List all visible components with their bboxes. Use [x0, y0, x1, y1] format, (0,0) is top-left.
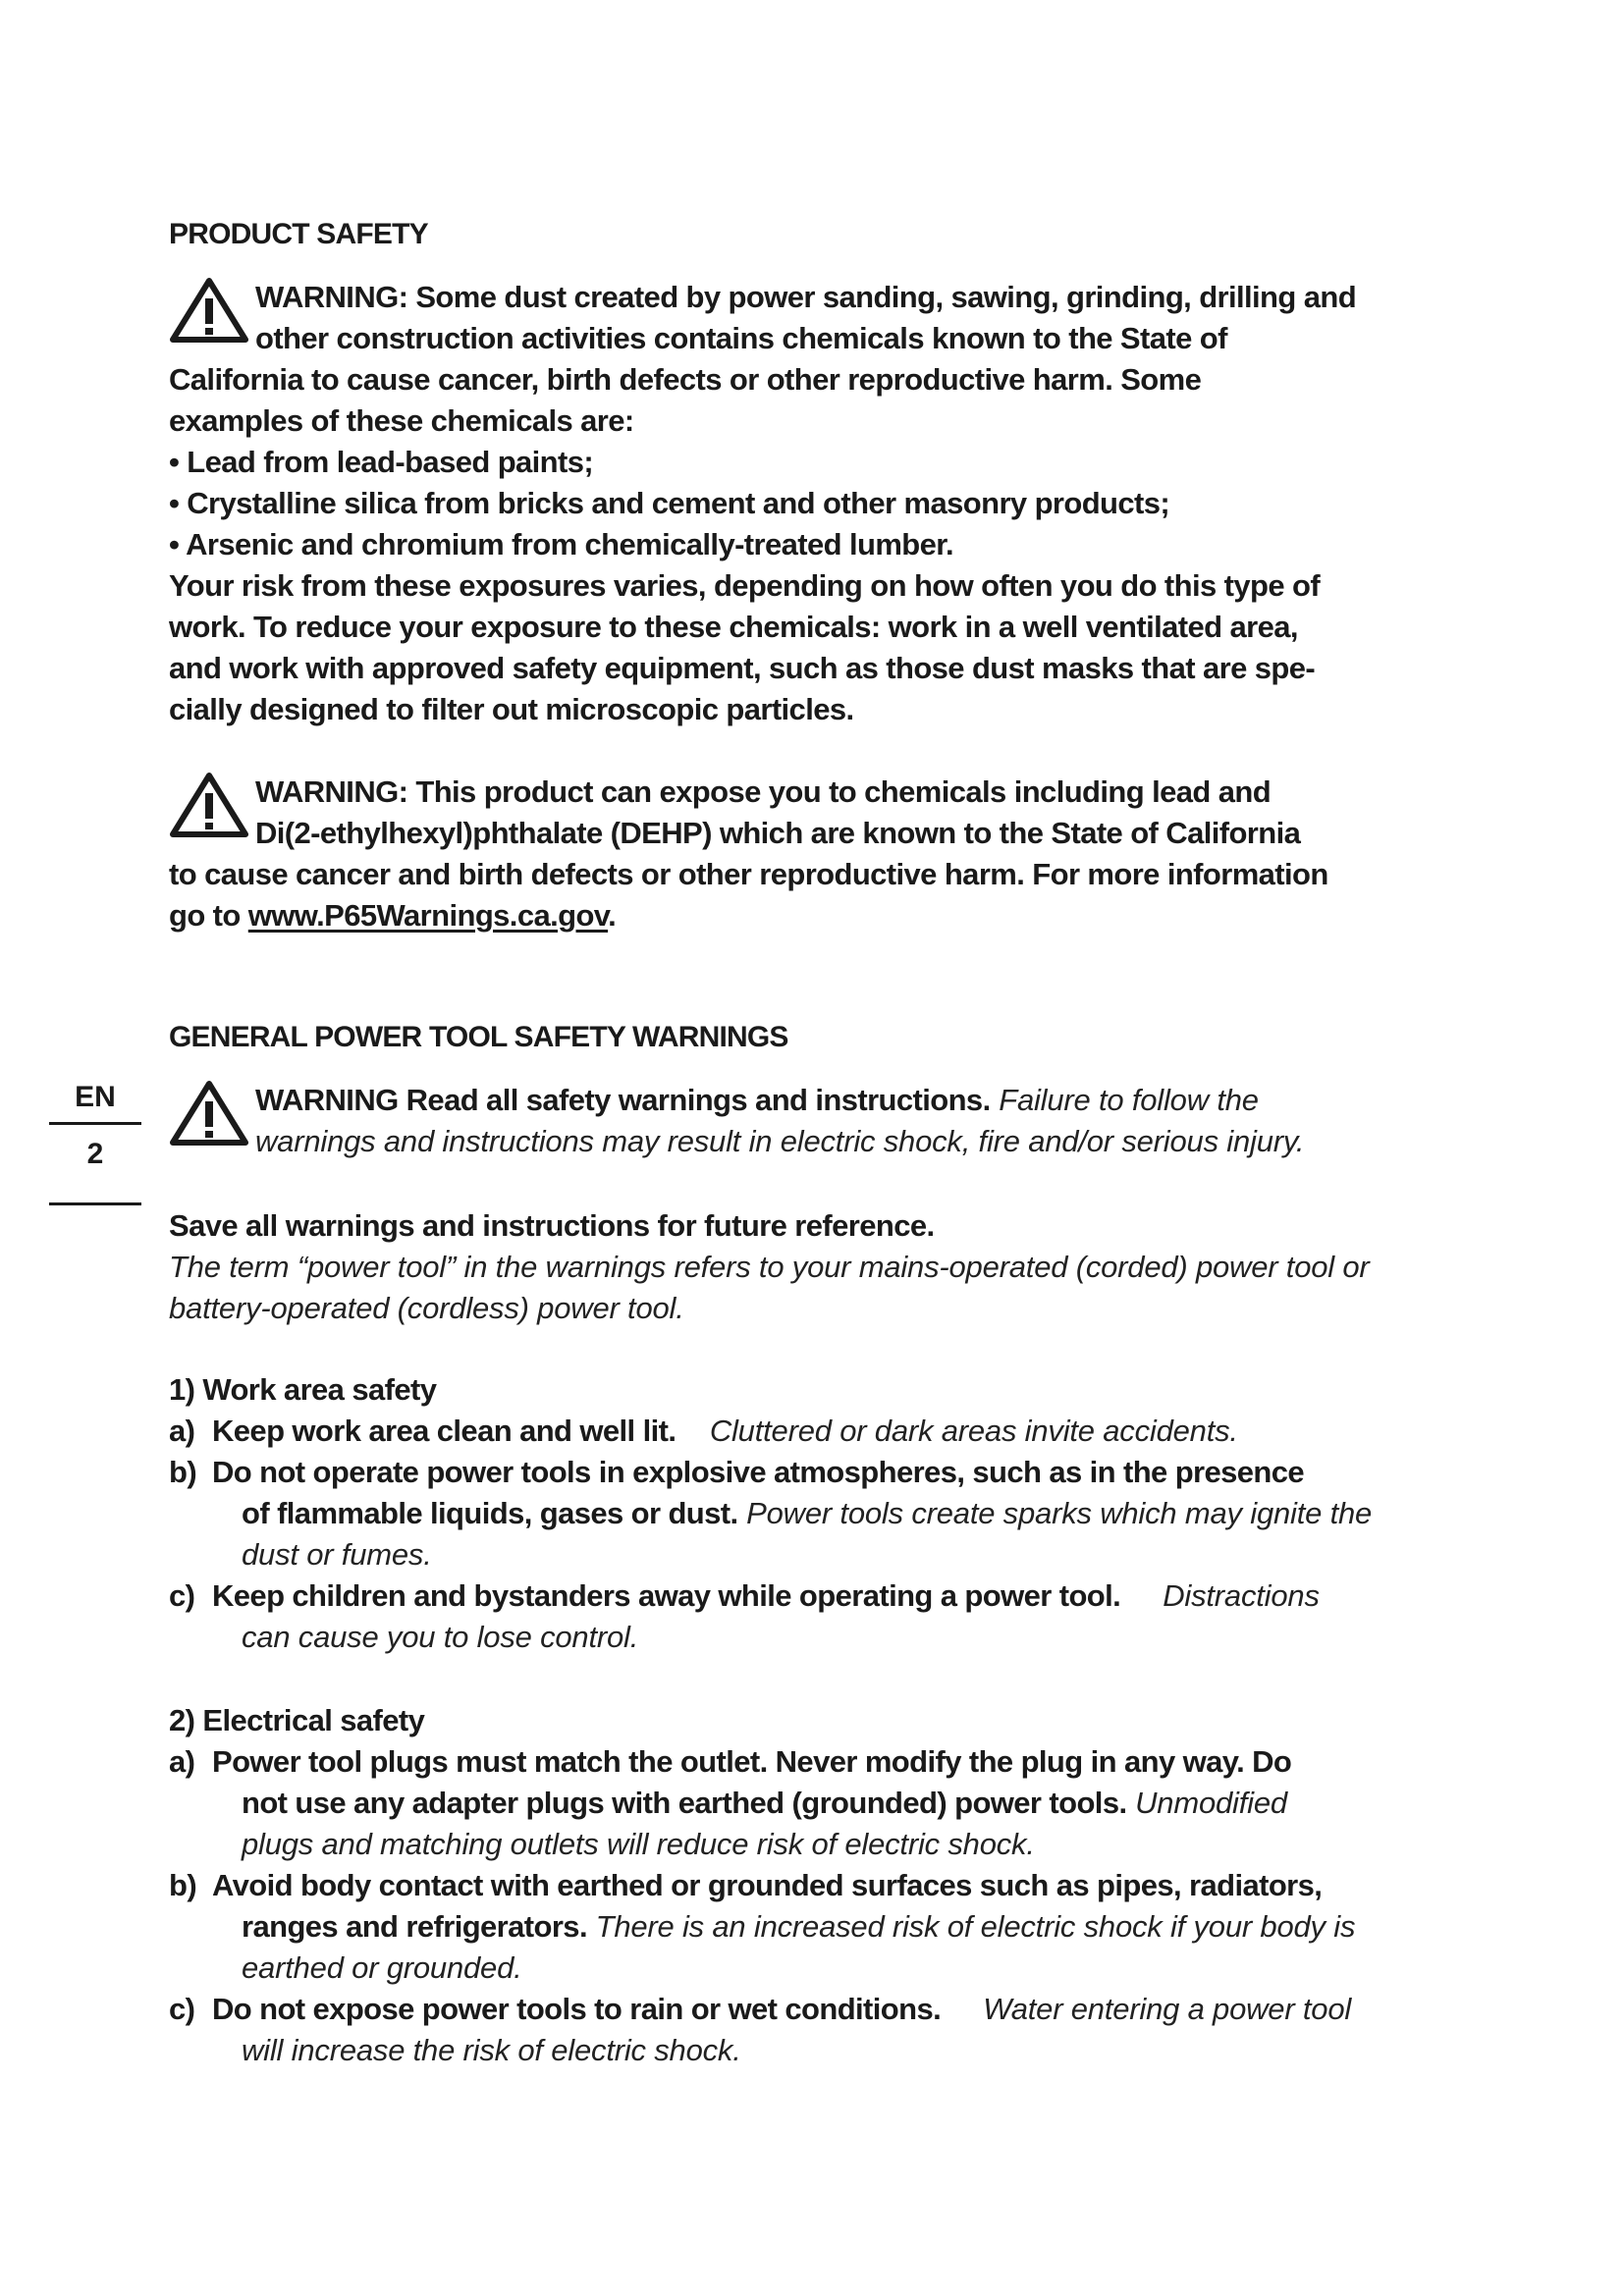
warning2-line: WARNING: This product can expose you to chemicals including lead and: [255, 774, 1272, 809]
section-title: 2) Electrical safety: [169, 1703, 425, 1737]
list-item: c) Keep children and bystanders away while operating a power tool. Distractions: [169, 1578, 1320, 1613]
term-definition: The term “power tool” in the warnings refers to your mains-operated (corded) power tool or: [169, 1250, 1370, 1284]
warning1-line: California to cause cancer, birth defects or other reproductive harm. Some: [169, 362, 1202, 397]
warning2-line: go to: [169, 898, 248, 933]
electrical-safety-section: 2) Electrical safety a) Power tool plugs must match the outlet. Never modify the plug in any way. Do not use any adapter plugs with earthed (grounded) power tools. Unmodified plugs and matching outlets will reduce risk of electric shock. b) Avoid body contact with earthed or grounded surfaces such as pipes, radiators, ranges and refrigerators. There is an increased risk of electric shock if your body is earthed or grounded. c) Do not expose power tools to rain or wet conditions. Water entering a power tool will increase the risk of electric shock.: [169, 1700, 1465, 2071]
general-warning: [169, 1080, 1465, 1162]
warning1-line: and work with approved safety equipment, such as those dust masks that are spe-: [169, 651, 1316, 685]
warning1-line: Your risk from these exposures varies, depending on how often you do this type of: [169, 568, 1321, 603]
prop65-warning-2: WARNING: This product can expose you to chemicals including lead and Di(2-ethylhexyl)phthalate (DEHP) which are known to the State of California to cause cancer and birth defects or other reproductive harm. For more information go to www.P65Warnings.ca.gov.: [169, 772, 1465, 936]
prop65-warning-1: [169, 277, 1465, 730]
save-instructions: [169, 1205, 1465, 1329]
warning-triangle-icon: [169, 772, 249, 840]
list-item: b) Do not operate power tools in explosive atmospheres, such as in the presence: [169, 1455, 1305, 1489]
list-item: a) Keep work area clean and well lit. Cluttered or dark areas invite accidents.: [169, 1414, 1238, 1448]
warning1-line: examples of these chemicals are:: [169, 403, 634, 438]
term-definition: battery-operated (cordless) power tool.: [169, 1291, 684, 1325]
chemical-bullet: • Arsenic and chromium from chemically-treated lumber.: [169, 527, 954, 561]
language-tab: EN: [75, 1081, 116, 1113]
section-title: 1) Work area safety: [169, 1372, 437, 1407]
warning-triangle-icon: [169, 277, 249, 346]
sidebar-divider: [49, 1122, 141, 1125]
warning1-line: WARNING: Some dust created by power sanding, sawing, grinding, drilling and: [255, 280, 1357, 314]
warning2-line: Di(2-ethylhexyl)phthalate (DEHP) which are known to the State of California: [255, 816, 1301, 850]
warning-italic-text: warnings and instructions may result in electric shock, fire and/or serious injury.: [255, 1124, 1305, 1158]
warning-bold-text: WARNING Read all safety warnings and instructions.: [255, 1083, 991, 1117]
page-number: 2: [86, 1138, 104, 1170]
list-item: b) Avoid body contact with earthed or grounded surfaces such as pipes, radiators,: [169, 1868, 1323, 1902]
list-item: a) Power tool plugs must match the outlet. Never modify the plug in any way. Do: [169, 1744, 1292, 1779]
warning-triangle-icon: [169, 1080, 249, 1148]
warning1-line: cially designed to filter out microscopic particles.: [169, 692, 854, 726]
work-area-safety-section: 1) Work area safety a) Keep work area clean and well lit. Cluttered or dark areas invite accidents. b) Do not operate power tools in explosive atmospheres, such as in the presence of flammable liquids, gases or dust. Power tools create sparks which may ignite the dust or fumes. c) Keep children and bystanders away while operating a power tool. Distractions can cause you to lose control.: [169, 1369, 1465, 1658]
sidebar-divider: [49, 1202, 141, 1205]
warning2-line: to cause cancer and birth defects or other reproductive harm. For more information: [169, 857, 1328, 891]
warning1-line: work. To reduce your exposure to these chemicals: work in a well ventilated area,: [169, 610, 1298, 644]
chemical-bullet: • Lead from lead-based paints;: [169, 445, 594, 479]
warning1-line: other construction activities contains chemicals known to the State of: [255, 321, 1227, 355]
general-warnings-heading: GENERAL POWER TOOL SAFETY WARNINGS: [169, 1021, 788, 1053]
chemical-bullet: • Crystalline silica from bricks and cement and other masonry products;: [169, 486, 1170, 520]
product-safety-heading: PRODUCT SAFETY: [169, 218, 428, 250]
save-notice: Save all warnings and instructions for future reference.: [169, 1208, 935, 1243]
p65-warnings-link[interactable]: www.P65Warnings.ca.gov: [247, 898, 609, 933]
list-item: c) Do not expose power tools to rain or wet conditions. Water entering a power tool: [169, 1992, 1352, 2026]
warning-italic-text: Failure to follow the: [999, 1083, 1259, 1117]
